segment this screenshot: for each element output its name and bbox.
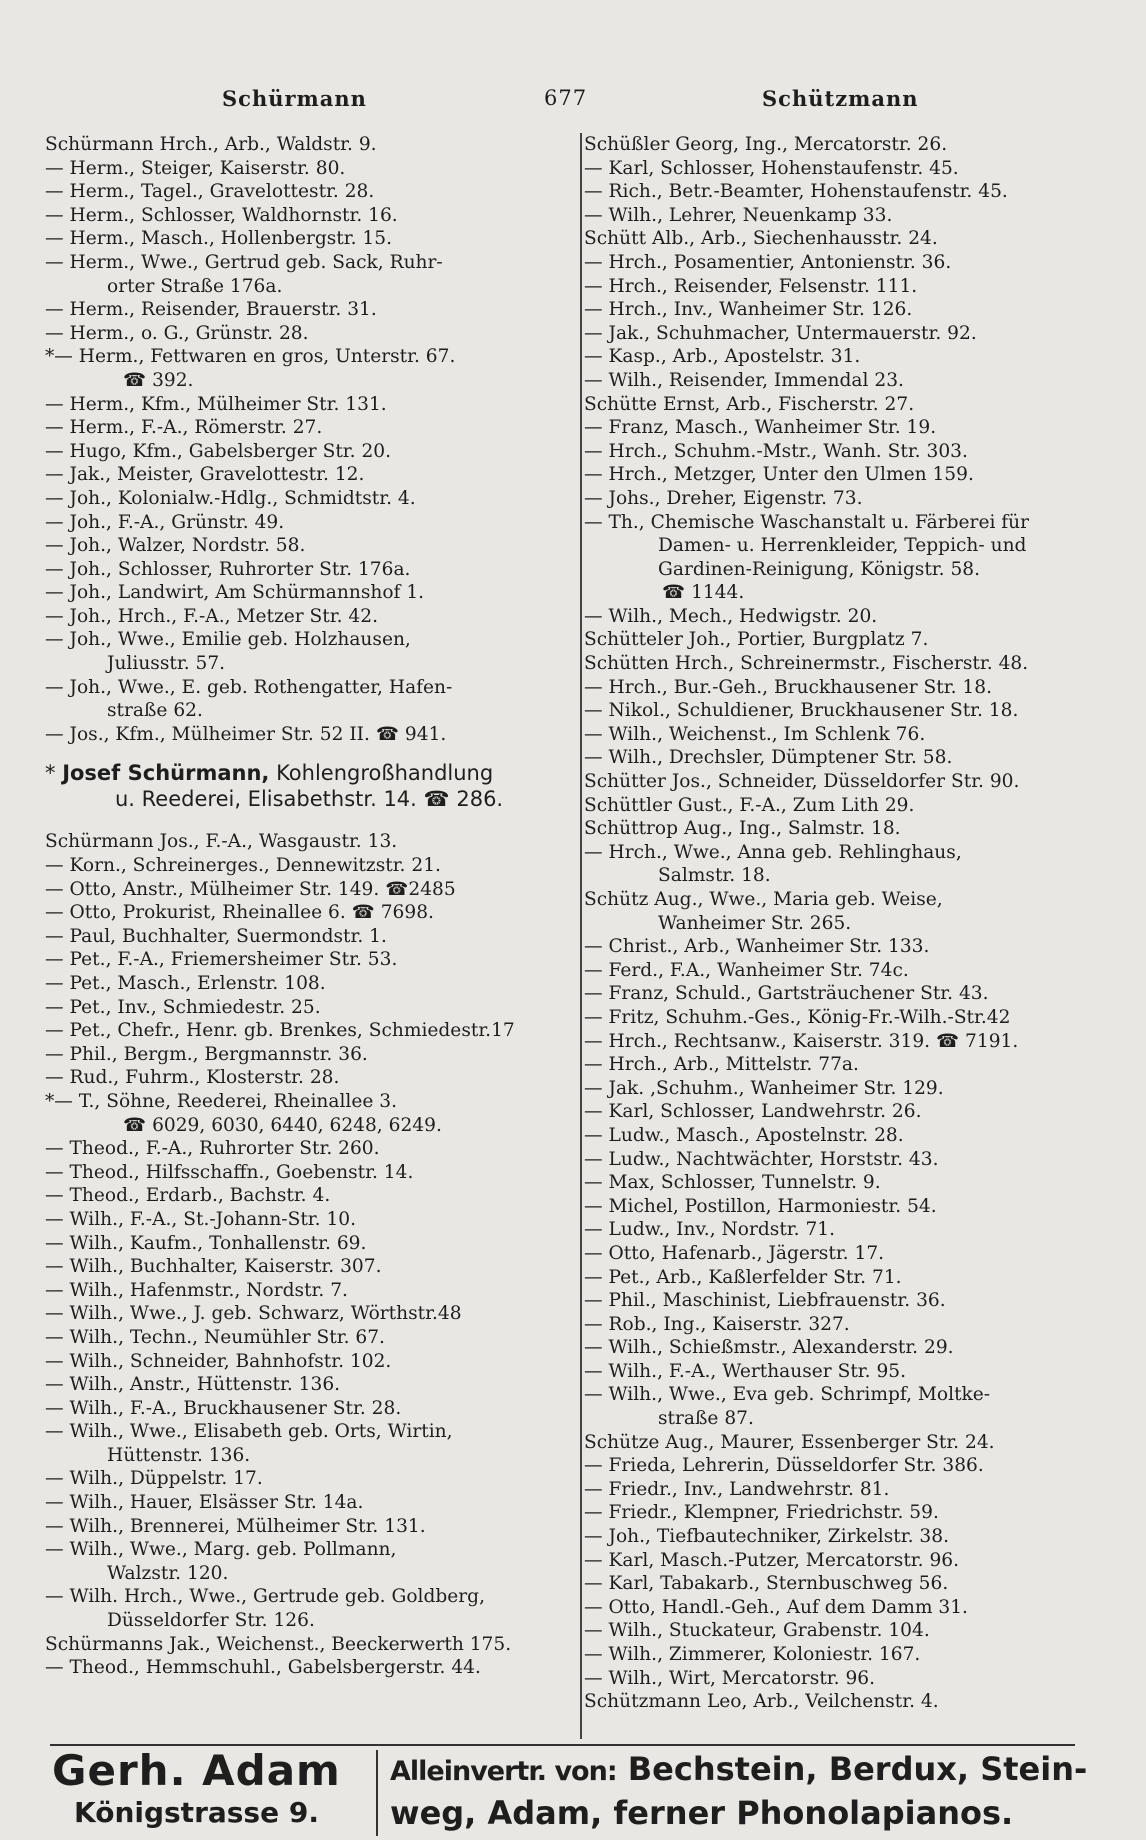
directory-entry: — Rich., Betr.-Beamter, Hohenstaufenstr. 45. xyxy=(584,181,1008,203)
directory-entry: Schütz Aug., Wwe., Maria geb. Weise, xyxy=(584,889,943,910)
ad-star: * xyxy=(45,761,63,786)
directory-entry: Salmstr. 18. xyxy=(658,865,771,887)
directory-entry: — Theod., Erdarb., Bachstr. 4. xyxy=(45,1185,331,1207)
directory-entry: Schüttrop Aug., Ing., Salmstr. 18. xyxy=(584,818,901,840)
directory-entry: — Joh., Wwe., Emilie geb. Holzhausen, xyxy=(45,629,411,651)
directory-entry: — Otto, Hafenarb., Jägerstr. 17. xyxy=(584,1242,885,1264)
directory-entry: Schürmann Hrch., Arb., Waldstr. 9. xyxy=(45,134,377,155)
directory-entry: — Wilh., Reisender, Immendal 23. xyxy=(584,369,904,391)
directory-entry: — Karl, Schlosser, Hohenstaufenstr. 45. xyxy=(584,157,959,179)
directory-entry: — Wilh., Wwe., J. geb. Schwarz, Wörthstr.48 xyxy=(45,1303,462,1325)
directory-entry: — Herm., Steiger, Kaiserstr. 80. xyxy=(45,157,346,179)
directory-entry: — Herm., Masch., Hollenbergstr. 15. xyxy=(45,228,392,250)
directory-entry: — Otto, Handl.-Geh., Auf dem Damm 31. xyxy=(584,1596,968,1618)
directory-entry: — Wilh., Mech., Hedwigstr. 20. xyxy=(584,605,878,627)
directory-entry: — Karl, Masch.-Putzer, Mercatorstr. 96. xyxy=(584,1549,960,1571)
directory-entry: Schütte Ernst, Arb., Fischerstr. 27. xyxy=(584,393,915,415)
left-entries-bottom xyxy=(45,830,545,1679)
directory-entry: *— Herm., Fettwaren en gros, Unterstr. 67. xyxy=(45,346,456,368)
footer-divider xyxy=(376,1750,378,1836)
directory-entry: — Hrch., Wwe., Anna geb. Rehlinghaus, xyxy=(584,841,962,863)
directory-entry: — Jak., Schuhmacher, Untermauerstr. 92. xyxy=(584,322,977,344)
directory-entry: — Herm., Tagel., Gravelottestr. 28. xyxy=(45,181,375,203)
directory-entry: — Wilh., Schießmstr., Alexanderstr. 29. xyxy=(584,1337,954,1359)
directory-entry: — Hrch., Arb., Mittelstr. 77a. xyxy=(584,1054,859,1076)
directory-entry: Wanheimer Str. 265. xyxy=(658,912,852,934)
directory-entry: — Wilh., Zimmerer, Koloniestr. 167. xyxy=(584,1644,921,1665)
directory-entry: — Ludw., Inv., Nordstr. 71. xyxy=(584,1219,836,1241)
directory-entry: — Franz, Masch., Wanheimer Str. 19. xyxy=(584,417,937,439)
directory-entry: — Joh., F.-A., Grünstr. 49. xyxy=(45,511,285,533)
directory-entry: — Joh., Walzer, Nordstr. 58. xyxy=(45,535,306,557)
directory-entry: — Herm., o. G., Grünstr. 28. xyxy=(45,322,309,344)
directory-entry: — Herm., Schlosser, Waldhornstr. 16. xyxy=(45,204,398,226)
header-right-title: Schützmann xyxy=(762,86,919,111)
directory-entry: — Rud., Fuhrm., Klosterstr. 28. xyxy=(45,1067,340,1089)
directory-entry: — Herm., Kfm., Mülheimer Str. 131. xyxy=(45,393,387,415)
footer-line-1 xyxy=(390,1750,1087,1788)
directory-entry: *— T., Söhne, Reederei, Rheinallee 3. xyxy=(45,1090,398,1112)
directory-entry: Gardinen-Reinigung, Königstr. 58. xyxy=(658,558,981,580)
directory-entry: Schütter Jos., Schneider, Düsseldorfer Str. 90. xyxy=(584,771,1020,793)
directory-entry: Schütze Aug., Maurer, Essenberger Str. 24. xyxy=(584,1431,995,1453)
directory-entry: — Wilh. Hrch., Wwe., Gertrude geb. Goldberg, xyxy=(45,1586,485,1608)
directory-entry: — Th., Chemische Waschanstalt u. Färberei für xyxy=(584,511,1030,533)
directory-entry: ☎ 392. xyxy=(123,369,194,391)
directory-entry: — Joh., Wwe., E. geb. Rothengatter, Hafen- xyxy=(45,676,453,698)
directory-entry: — Wilh., Hauer, Elsässer Str. 14a. xyxy=(45,1492,364,1514)
directory-entry: — Hrch., Inv., Wanheimer Str. 126. xyxy=(584,299,913,321)
directory-entry: — Jak. ,Schuhm., Wanheimer Str. 129. xyxy=(584,1077,944,1099)
directory-entry: — Wilh., Wwe., Eva geb. Schrimpf, Moltke- xyxy=(584,1384,991,1406)
directory-entry: — Max, Schlosser, Tunnelstr. 9. xyxy=(584,1172,881,1194)
directory-entry: — Wilh., Hafenmstr., Nordstr. 7. xyxy=(45,1279,348,1301)
directory-entry: — Joh., Schlosser, Ruhrorter Str. 176a. xyxy=(45,558,411,580)
directory-entry: — Pet., Inv., Schmiedestr. 25. xyxy=(45,996,321,1018)
directory-entry: — Wilh., Techn., Neumühler Str. 67. xyxy=(45,1326,385,1348)
directory-entry: — Friedr., Klempner, Friedrichstr. 59. xyxy=(584,1502,939,1524)
directory-entry: — Ludw., Masch., Apostelnstr. 28. xyxy=(584,1124,904,1146)
right-entries xyxy=(584,133,1084,1714)
directory-entry: Damen- u. Herrenkleider, Teppich- und xyxy=(658,535,1027,557)
footer-advertisement xyxy=(50,1744,1088,1840)
directory-entry: straße 62. xyxy=(107,700,203,722)
directory-entry: — Hugo, Kfm., Gabelsberger Str. 20. xyxy=(45,440,392,462)
directory-entry: — Kasp., Arb., Apostelstr. 31. xyxy=(584,346,861,368)
directory-entry: — Wilh., Wirt, Mercatorstr. 96. xyxy=(584,1667,876,1689)
directory-entry: — Wilh., Wwe., Marg. geb. Pollmann, xyxy=(45,1539,397,1561)
directory-entry: — Wilh., Buchhalter, Kaiserstr. 307. xyxy=(45,1256,382,1278)
directory-entry: Schürmann Jos., F.-A., Wasgaustr. 13. xyxy=(45,831,398,853)
directory-entry: Düsseldorfer Str. 126. xyxy=(107,1610,315,1632)
directory-entry: — Wilh., F.-A., Werthauser Str. 95. xyxy=(584,1360,907,1382)
directory-entry: — Joh., Hrch., F.-A., Metzer Str. 42. xyxy=(45,605,378,627)
directory-entry: — Frieda, Lehrerin, Düsseldorfer Str. 386. xyxy=(584,1455,984,1477)
directory-entry: — Theod., Hemmschuhl., Gabelsbergerstr. 44. xyxy=(45,1657,481,1679)
page-number: 677 xyxy=(544,86,588,110)
directory-entry: — Pet., Chefr., Henr. gb. Brenkes, Schmiedestr.17 xyxy=(45,1020,515,1042)
directory-entry: — Wilh., Kaufm., Tonhallenstr. 69. xyxy=(45,1232,367,1254)
directory-entry: — Wilh., Anstr., Hüttenstr. 136. xyxy=(45,1374,341,1396)
directory-entry: — Wilh., Brennerei, Mülheimer Str. 131. xyxy=(45,1515,426,1537)
ad-business: Kohlengroßhandlung xyxy=(269,761,494,786)
left-entries-top xyxy=(45,133,545,746)
directory-entry: Schütteler Joh., Portier, Burgplatz 7. xyxy=(584,629,929,651)
directory-entry: — Wilh., Weichenst., Im Schlenk 76. xyxy=(584,723,926,745)
directory-entry: Schütt Alb., Arb., Siechenhausstr. 24. xyxy=(584,228,938,250)
directory-entry: — Christ., Arb., Wanheimer Str. 133. xyxy=(584,936,930,958)
directory-entry: — Hrch., Reisender, Felsenstr. 111. xyxy=(584,275,918,297)
directory-entry: — Wilh., Drechsler, Dümptener Str. 58. xyxy=(584,747,953,769)
directory-entry: — Wilh., Lehrer, Neuenkamp 33. xyxy=(584,204,893,226)
directory-entry: — Franz, Schuld., Gartsträuchener Str. 43. xyxy=(584,983,989,1005)
left-column xyxy=(45,133,545,1680)
footer-company: Gerh. Adam xyxy=(52,1746,341,1795)
directory-entry: — Nikol., Schuldiener, Bruckhausener Str. 18. xyxy=(584,700,1019,722)
directory-entry: — Fritz, Schuhm.-Ges., König-Fr.-Wilh.-Str.42 xyxy=(584,1006,1011,1028)
directory-entry: — Hrch., Rechtsanw., Kaiserstr. 319. ☎ 7191. xyxy=(584,1030,1019,1052)
directory-entry: — Joh., Tiefbautechniker, Zirkelstr. 38. xyxy=(584,1526,950,1548)
directory-entry: Schützmann Leo, Arb., Veilchenstr. 4. xyxy=(584,1691,939,1713)
directory-entry: — Jak., Meister, Gravelottestr. 12. xyxy=(45,464,365,486)
footer-brands: Bechstein, Berdux, Stein- xyxy=(616,1750,1088,1788)
header-left-title: Schürmann xyxy=(222,86,367,111)
directory-entry: — Paul, Buchhalter, Suermondstr. 1. xyxy=(45,925,387,947)
directory-entry: ☎ 6029, 6030, 6440, 6248, 6249. xyxy=(123,1114,442,1136)
directory-entry: — Herm., Wwe., Gertrud geb. Sack, Ruhr- xyxy=(45,251,443,273)
directory-entry: — Karl, Tabakarb., Sternbuschweg 56. xyxy=(584,1573,949,1595)
directory-entry: — Rob., Ing., Kaiserstr. 327. xyxy=(584,1313,850,1335)
directory-entry: — Wilh., Wwe., Elisabeth geb. Orts, Wirtin, xyxy=(45,1421,453,1443)
directory-entry: — Joh., Landwirt, Am Schürmannshof 1. xyxy=(45,582,425,604)
directory-entry: Hüttenstr. 136. xyxy=(107,1444,251,1466)
footer-prefix: Alleinvertr. von: xyxy=(390,1756,617,1787)
directory-entry: — Johs., Dreher, Eigenstr. 73. xyxy=(584,487,863,509)
directory-entry: — Herm., F.-A., Römerstr. 27. xyxy=(45,417,323,439)
directory-entry: — Ferd., F.A., Wanheimer Str. 74c. xyxy=(584,959,909,981)
directory-entry: — Pet., F.-A., Friemersheimer Str. 53. xyxy=(45,949,398,971)
directory-entry: — Wilh., F.-A., St.-Johann-Str. 10. xyxy=(45,1208,357,1230)
directory-entry: — Hrch., Posamentier, Antonienstr. 36. xyxy=(584,251,952,273)
directory-entry: — Phil., Maschinist, Liebfrauenstr. 36. xyxy=(584,1290,946,1312)
directory-entry: — Otto, Anstr., Mülheimer Str. 149. ☎2485 xyxy=(45,878,456,900)
directory-entry: Schüttler Gust., F.-A., Zum Lith 29. xyxy=(584,794,915,816)
footer-address: Königstrasse 9. xyxy=(74,1796,319,1829)
ad-line-2: u. Reederei, Elisabethstr. 14. ☎ 286. xyxy=(115,787,504,812)
directory-entry: — Theod., Hilfsschaffn., Goebenstr. 14. xyxy=(45,1161,414,1183)
directory-entry: — Wilh., Düppelstr. 17. xyxy=(45,1468,263,1490)
directory-entry: — Phil., Bergm., Bergmannstr. 36. xyxy=(45,1043,368,1065)
footer-line-2: weg, Adam, ferner Phonolapianos. xyxy=(390,1794,1014,1832)
directory-entry: — Theod., F.-A., Ruhrorter Str. 260. xyxy=(45,1138,380,1160)
directory-entry: — Hrch., Metzger, Unter den Ulmen 159. xyxy=(584,464,974,486)
directory-entry: Schüßler Georg, Ing., Mercatorstr. 26. xyxy=(584,134,948,155)
directory-entry: — Karl, Schlosser, Landwehrstr. 26. xyxy=(584,1101,922,1123)
directory-entry: — Jos., Kfm., Mülheimer Str. 52 II. ☎ 941. xyxy=(45,723,447,745)
directory-entry: — Pet., Arb., Kaßlerfelder Str. 71. xyxy=(584,1266,902,1288)
ad-name: Josef Schürmann, xyxy=(62,761,270,786)
directory-entry: — Herm., Reisender, Brauerstr. 31. xyxy=(45,299,377,321)
directory-entry: — Friedr., Inv., Landwehrstr. 81. xyxy=(584,1478,890,1500)
advertisement-schuermann xyxy=(45,760,545,812)
directory-entry: ☎ 1144. xyxy=(662,582,745,604)
directory-entry: orter Straße 176a. xyxy=(107,275,283,297)
directory-entry: Schütten Hrch., Schreinermstr., Fischerstr. 48. xyxy=(584,653,1029,675)
directory-entry: — Ludw., Nachtwächter, Horststr. 43. xyxy=(584,1148,939,1170)
directory-entry: — Wilh., F.-A., Bruckhausener Str. 28. xyxy=(45,1397,402,1419)
directory-entry: — Wilh., Schneider, Bahnhofstr. 102. xyxy=(45,1350,392,1372)
directory-entry: straße 87. xyxy=(658,1408,754,1430)
directory-entry: — Pet., Masch., Erlenstr. 108. xyxy=(45,973,326,994)
directory-entry: — Otto, Prokurist, Rheinallee 6. ☎ 7698. xyxy=(45,902,434,924)
right-column xyxy=(580,133,1084,1739)
directory-entry: Schürmanns Jak., Weichenst., Beeckerwerth 175. xyxy=(45,1633,512,1655)
directory-entry: — Korn., Schreinerges., Dennewitzstr. 21. xyxy=(45,855,441,877)
directory-entry: — Hrch., Bur.-Geh., Bruckhausener Str. 18. xyxy=(584,676,992,698)
directory-entry: Walzstr. 120. xyxy=(107,1562,229,1584)
directory-entry: — Hrch., Schuhm.-Mstr., Wanh. Str. 303. xyxy=(584,440,968,462)
directory-entry: — Wilh., Stuckateur, Grabenstr. 104. xyxy=(584,1620,930,1642)
directory-entry: Juliusstr. 57. xyxy=(107,653,226,675)
directory-entry: — Joh., Kolonialw.-Hdlg., Schmidtstr. 4. xyxy=(45,487,416,509)
directory-entry: — Michel, Postillon, Harmoniestr. 54. xyxy=(584,1195,937,1217)
